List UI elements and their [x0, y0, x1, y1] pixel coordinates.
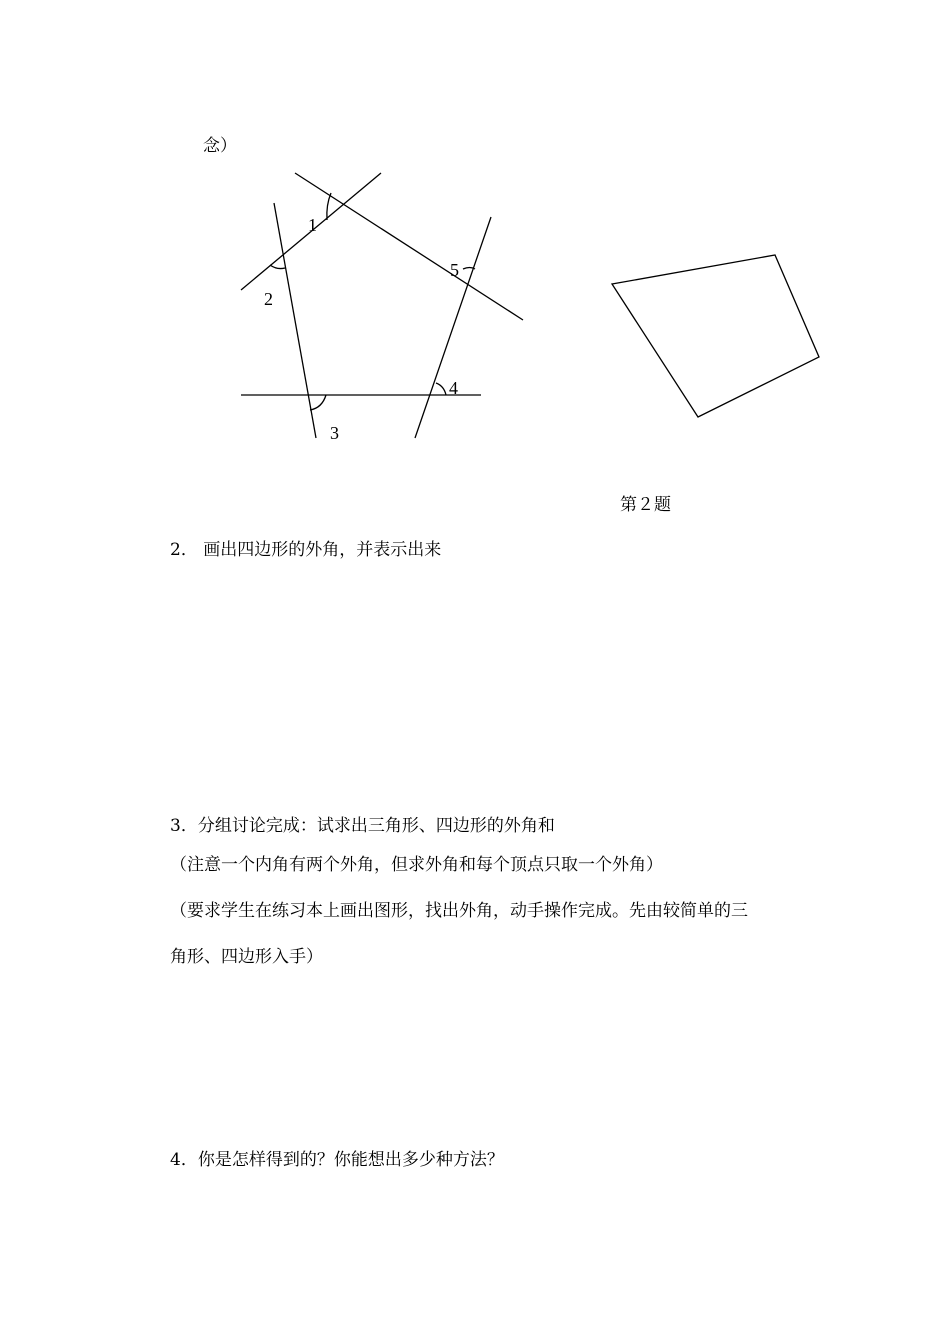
continuation-text: 念） — [203, 136, 237, 156]
question-3-note: （注意一个内角有两个外角，但求外角和每个顶点只取一个外角） — [170, 855, 663, 875]
extended-side-line — [274, 203, 316, 438]
angle-label-1: 1 — [308, 215, 317, 235]
angle-label-4: 4 — [449, 378, 458, 398]
question-4: 4．你是怎样得到的？你能想出多少种方法？ — [170, 1150, 504, 1170]
angle-label-3: 3 — [330, 423, 339, 443]
figure-caption: 第２题 — [620, 495, 671, 515]
angle-arc-3 — [310, 395, 326, 410]
angle-arc-2 — [270, 265, 285, 269]
extended-side-line — [295, 173, 523, 320]
angle-arc-4 — [436, 383, 446, 395]
extended-side-line — [415, 217, 491, 438]
angle-label-5: 5 — [450, 260, 459, 280]
question-3-requirement-cont: 角形、四边形入手） — [170, 947, 323, 967]
angle-arc-5 — [463, 268, 475, 270]
question-3-requirement: （要求学生在练习本上画出图形，找出外角，动手操作完成。先由较简单的三 — [170, 901, 748, 921]
question-3: 3．分组讨论完成：试求出三角形、四边形的外角和 — [170, 816, 555, 836]
angle-label-2: 2 — [264, 289, 273, 309]
pentagon-exterior-angles-figure — [241, 173, 523, 438]
question-2: 2． 画出四边形的外角，并表示出来 — [170, 540, 442, 560]
quadrilateral-figure — [612, 255, 819, 417]
